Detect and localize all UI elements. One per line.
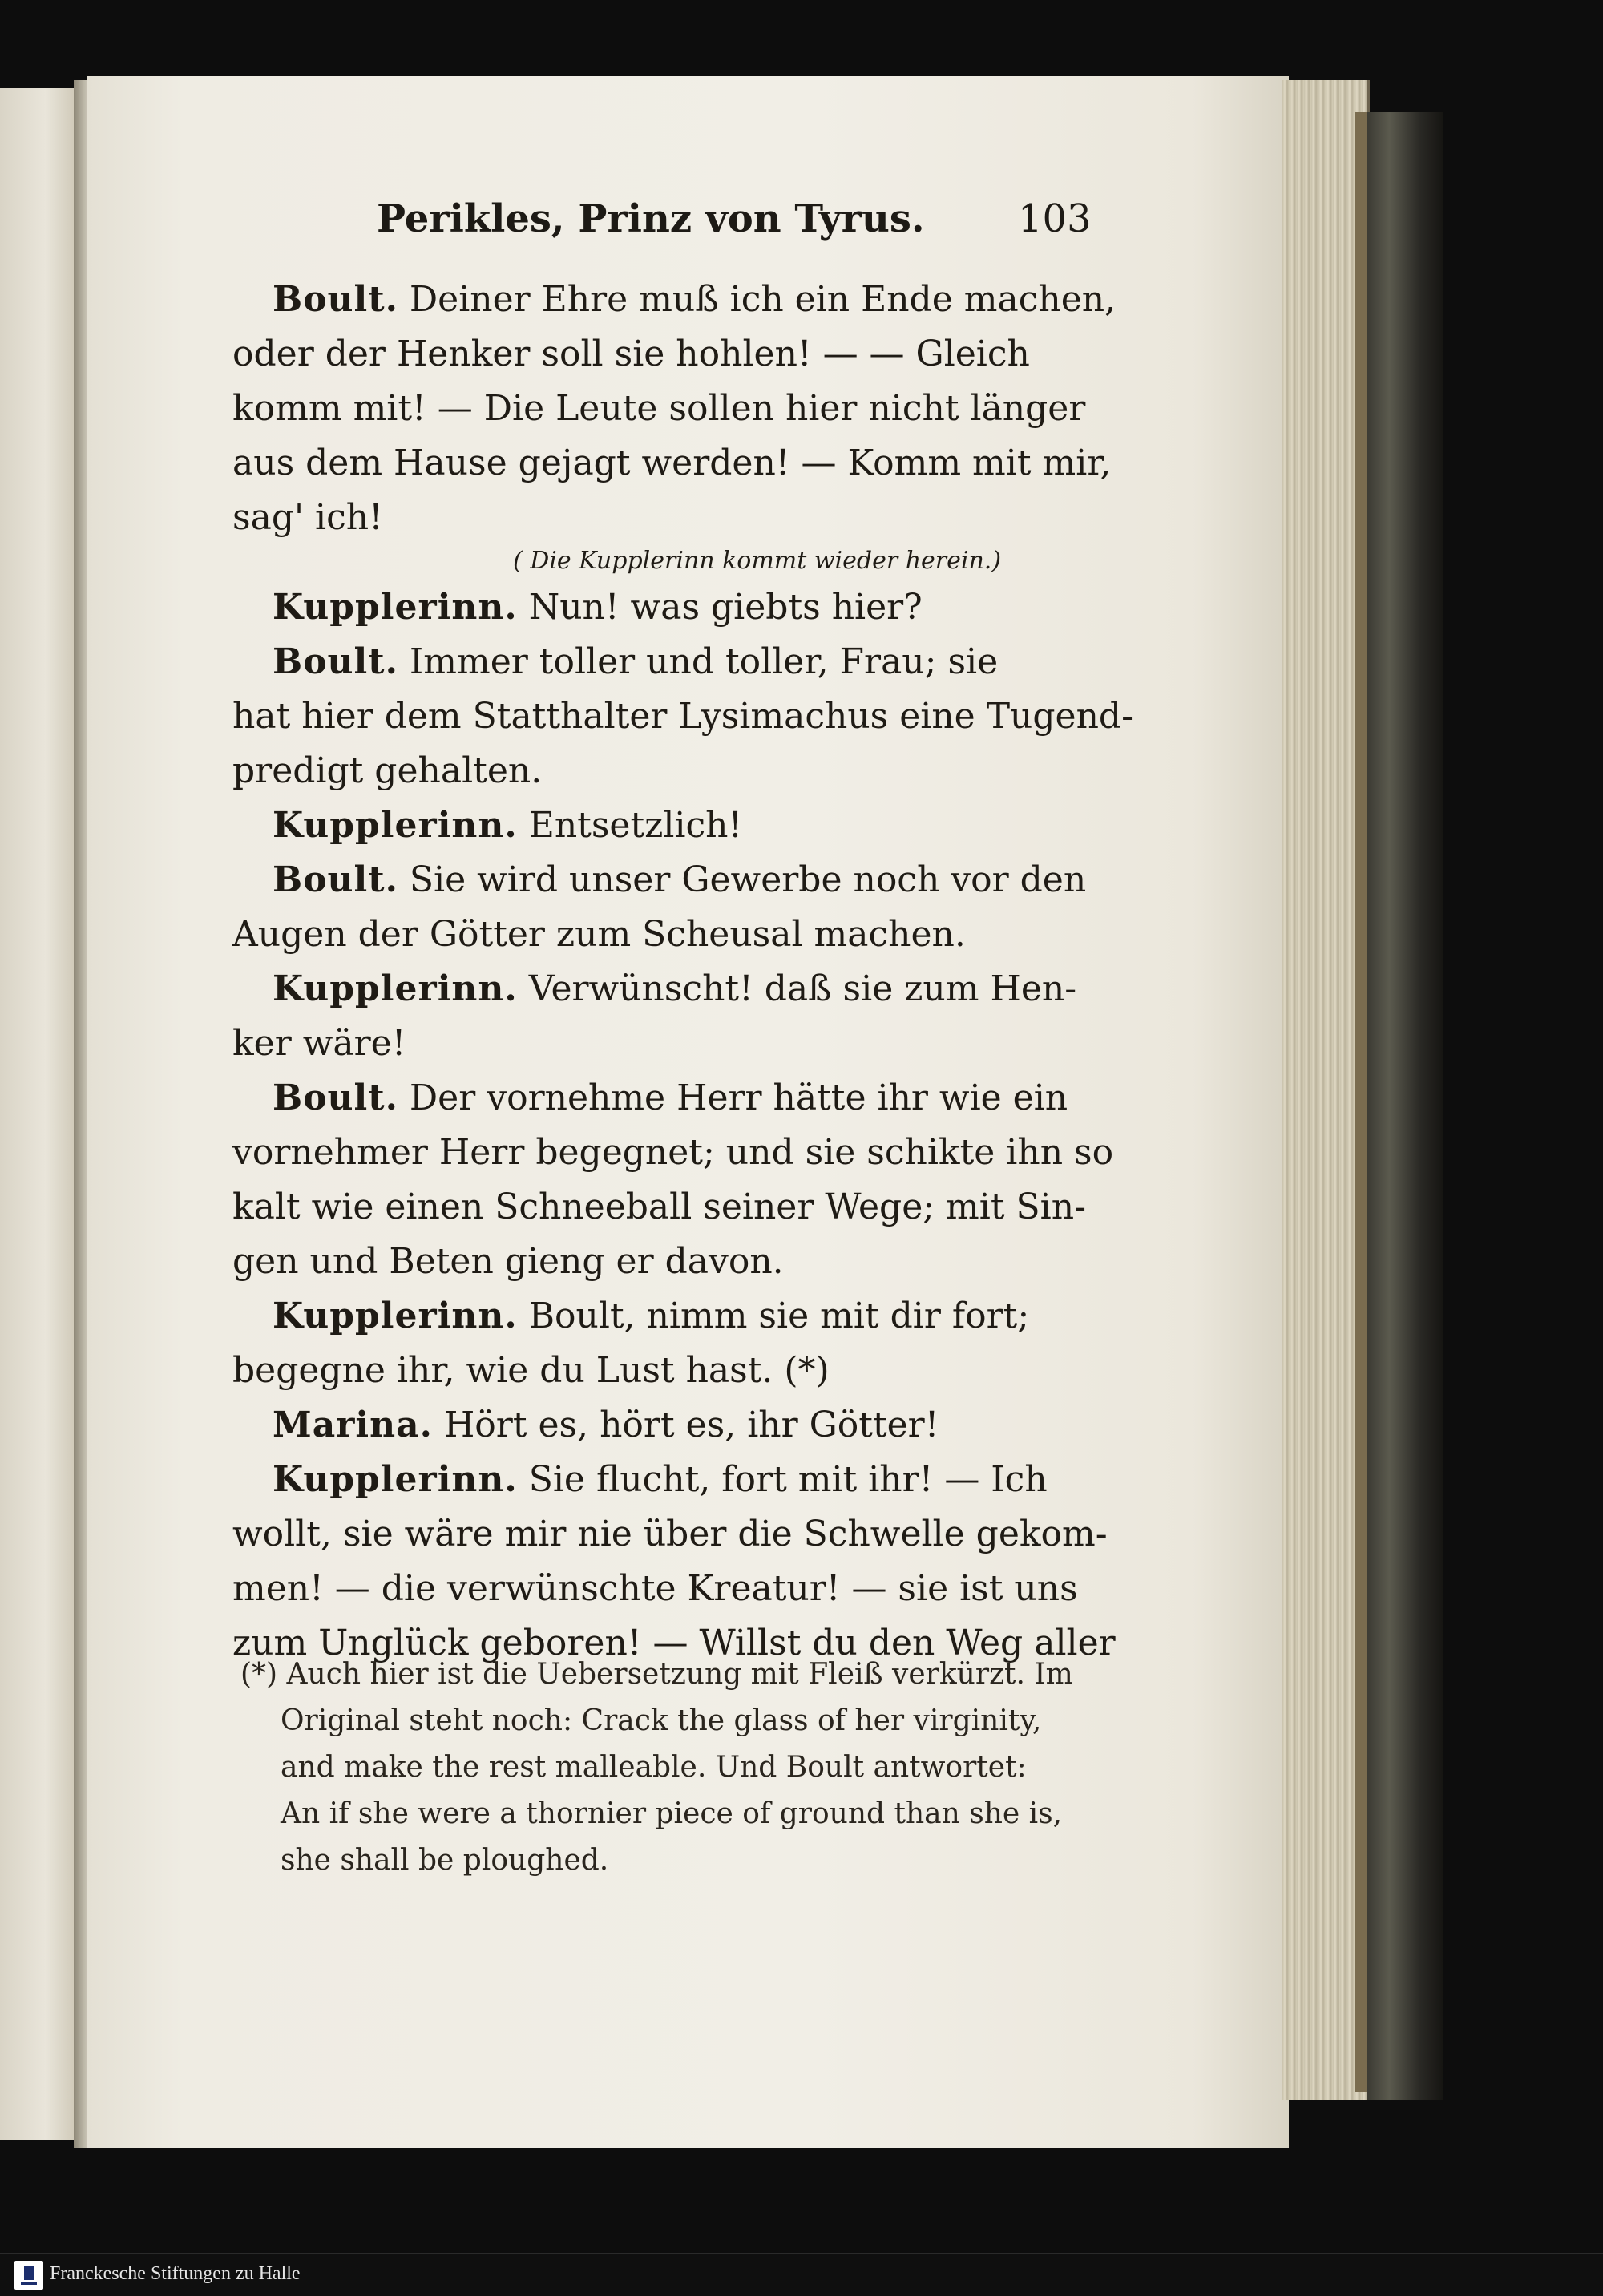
text-line	[232, 1071, 1122, 1126]
institution-logo-icon	[14, 2261, 43, 2290]
line-text: begegne ihr, wie du Lust hast. (*)	[232, 1350, 830, 1391]
speaker-name: Kupplerinn.	[273, 1296, 518, 1336]
text-line	[232, 853, 1122, 907]
text-line	[232, 744, 1122, 798]
speaker-name: Kupplerinn.	[273, 587, 518, 628]
text-line	[232, 1180, 1122, 1235]
line-text: ker wäre!	[232, 1023, 406, 1064]
text-line: oder der Henker soll sie hohlen! — — Gleich	[232, 333, 1030, 374]
text-line	[232, 635, 1122, 689]
text-line: Boult. Deiner Ehre muß ich ein Ende machen,	[273, 279, 1116, 320]
text-line	[232, 1507, 1122, 1562]
line-text: wollt, sie wäre mir nie über die Schwelle gekom-	[232, 1514, 1108, 1554]
footnote-line: An if she were a thornier piece of ground than she is,	[281, 1797, 1063, 1830]
speaker-name: Boult.	[273, 859, 398, 900]
line-text: Boult, nimm sie mit dir fort;	[528, 1296, 1030, 1336]
line-text: hat hier dem Statthalter Lysimachus eine Tugend-	[232, 696, 1133, 737]
line-text: Verwünscht! daß sie zum Hen-	[528, 968, 1077, 1009]
text-line	[232, 1126, 1122, 1180]
text-line: sag' ich!	[232, 497, 383, 538]
text-line: komm mit! — Die Leute sollen hier nicht länger	[232, 388, 1086, 429]
speaker-name: Kupplerinn.	[273, 1459, 518, 1500]
line-text: Augen der Götter zum Scheusal machen.	[232, 914, 966, 955]
text-line	[232, 689, 1133, 744]
line-text: Der vornehme Herr hätte ihr wie ein	[409, 1077, 1068, 1118]
speaker-name: Marina.	[273, 1405, 433, 1445]
line-text: Hört es, hört es, ihr Götter!	[443, 1405, 939, 1445]
line-text: Sie flucht, fort mit ihr! — Ich	[528, 1459, 1048, 1500]
line-text: vornehmer Herr begegnet; und sie schikte ihn so	[232, 1132, 1114, 1173]
footnote-line: and make the rest malleable. Und Boult antwortet:	[281, 1751, 1027, 1784]
text-line	[232, 1289, 1122, 1344]
running-title: Perikles, Prinz von Tyrus.	[377, 196, 925, 241]
line-text: zum Unglück geboren! — Willst du den Weg aller	[232, 1623, 1116, 1663]
line-text: men! — die verwünschte Kreatur! — sie ist uns	[232, 1568, 1078, 1609]
speaker-name: Kupplerinn.	[273, 968, 518, 1009]
speaker-name: Kupplerinn.	[273, 805, 518, 846]
line-text: Sie wird unser Gewerbe noch vor den	[409, 859, 1087, 900]
line-text: kalt wie einen Schneeball seiner Wege; mit Sin-	[232, 1186, 1086, 1227]
footer-institution: Franckesche Stiftungen zu Halle	[50, 2263, 301, 2284]
text-line	[232, 798, 1122, 853]
text-line: aus dem Hause gejagt werden! — Komm mit mir,	[232, 443, 1112, 483]
text-line	[232, 1344, 1122, 1398]
line-text: gen und Beten gieng er davon.	[232, 1241, 784, 1282]
footer-bar	[0, 2253, 1603, 2296]
line-text: Entsetzlich!	[528, 805, 743, 846]
text-line	[232, 1235, 1122, 1289]
line-text: predigt gehalten.	[232, 750, 543, 791]
dialogue-lines	[232, 580, 1133, 1671]
line-text: Immer toller und toller, Frau; sie	[409, 641, 999, 682]
body-text	[232, 273, 1133, 1671]
footnote-line: (*) Auch hier ist die Uebersetzung mit Fleiß verkürzt. Im	[240, 1658, 1073, 1691]
text-line	[232, 907, 1122, 962]
footnote-line: Original steht noch: Crack the glass of her virginity,	[281, 1704, 1042, 1737]
footnote-line: she shall be ploughed.	[281, 1844, 609, 1877]
text-line	[232, 962, 1122, 1017]
footnote	[240, 1651, 1122, 1884]
book-cover	[1367, 112, 1443, 2100]
text-line	[232, 1453, 1122, 1507]
speaker-name: Boult.	[273, 1077, 398, 1118]
speaker-name: Boult.	[273, 641, 398, 682]
stage-direction: ( Die Kupplerinn kommt wieder herein.)	[513, 547, 1002, 575]
text-line	[232, 1398, 1122, 1453]
running-head	[377, 196, 1098, 253]
text-line	[232, 1562, 1122, 1616]
text-line	[232, 1017, 1122, 1071]
line-text: Nun! was giebts hier?	[528, 587, 923, 628]
text-line	[232, 580, 1122, 635]
page-number: 103	[1018, 196, 1092, 241]
left-page-edge	[0, 88, 78, 2140]
